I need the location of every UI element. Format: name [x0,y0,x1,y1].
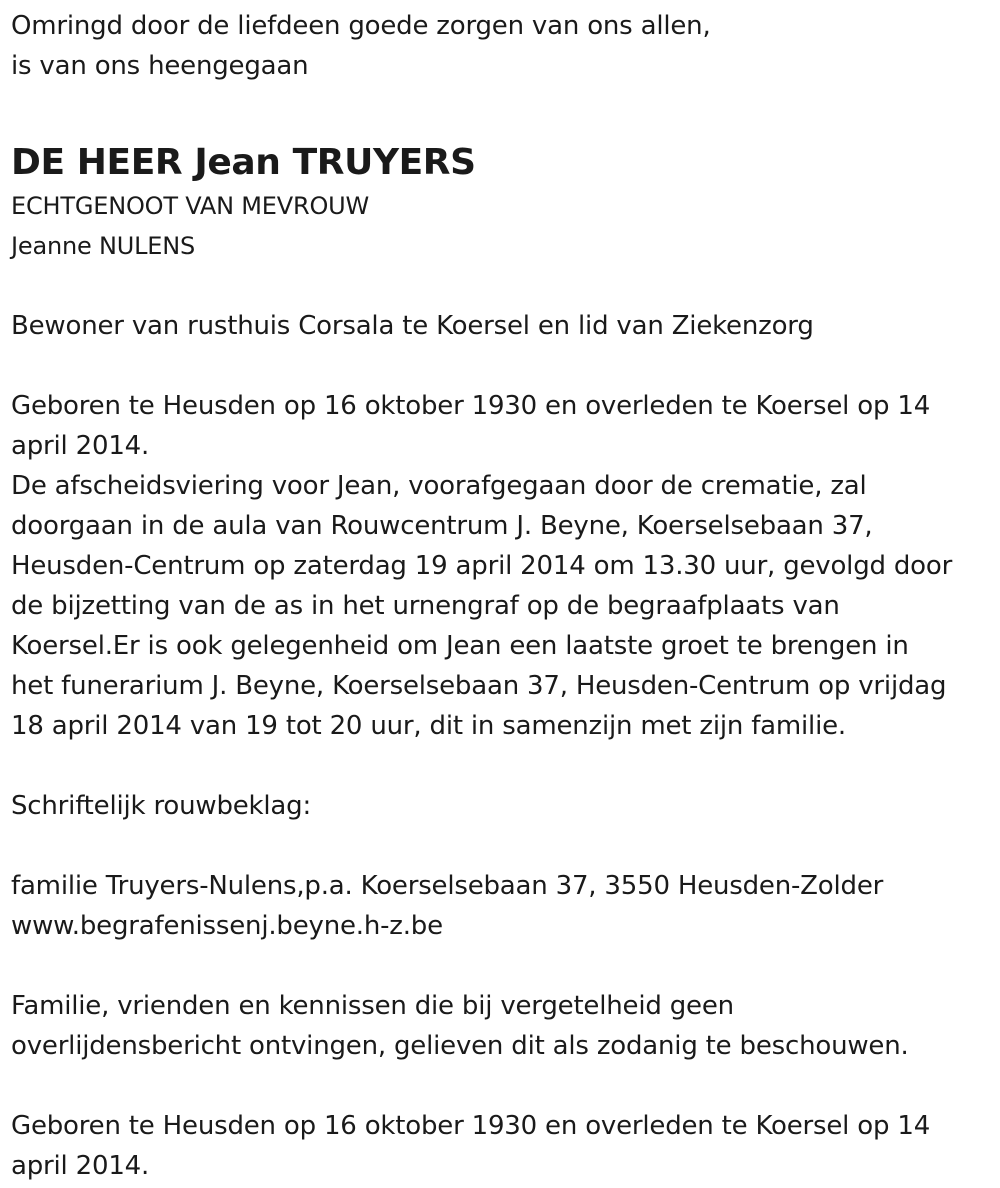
obituary-document [11,6,986,1186]
ceremony-line-3: Heusden-Centrum op zaterdag 19 april 2014 om 13.30 uur, gevolgd door [11,551,953,581]
notice-line-1: Familie, vrienden en kennissen die bij vergetelheid geen [11,991,734,1021]
birth-death-line-1: Geboren te Heusden op 16 oktober 1930 en overleden te Koersel op 14 [11,391,931,421]
spacer [11,946,986,986]
spouse-name: Jeanne NULENS [11,232,196,260]
intro-line-1: Omringd door de liefdeen goede zorgen van ons allen, [11,11,711,41]
ceremony-line-1: De afscheidsviering voor Jean, voorafgegaan door de crematie, zal [11,471,867,501]
spacer [11,826,986,866]
spacer [11,746,986,786]
ceremony-line-2: doorgaan in de aula van Rouwcentrum J. Beyne, Koerselsebaan 37, [11,511,873,541]
birth-death-repeat-line-1: Geboren te Heusden op 16 oktober 1930 en overleden te Koersel op 14 [11,1111,931,1141]
spacer [11,1066,986,1106]
birth-death-repeat-line-2: april 2014. [11,1151,150,1181]
condolence-label: Schriftelijk rouwbeklag: [11,791,312,821]
notice-line-2: overlijdensbericht ontvingen, gelieven dit als zodanig te beschouwen. [11,1031,909,1061]
condolence-website: www.begrafenissenj.beyne.h-z.be [11,911,443,941]
intro-line-2: is van ons heengegaan [11,51,309,81]
deceased-name: DE HEER Jean TRUYERS [11,142,476,183]
spouse-label: ECHTGENOOT VAN MEVROUW [11,192,370,220]
resident-info: Bewoner van rusthuis Corsala te Koersel en lid van Ziekenzorg [11,311,814,341]
spacer [11,266,986,306]
condolence-address: familie Truyers-Nulens,p.a. Koerselsebaan 37, 3550 Heusden-Zolder [11,871,884,901]
ceremony-line-4: de bijzetting van de as in het urnengraf op de begraafplaats van [11,591,840,621]
birth-death-line-2: april 2014. [11,431,150,461]
spacer [11,346,986,386]
ceremony-line-5: Koersel.Er is ook gelegenheid om Jean een laatste groet te brengen in [11,631,909,661]
ceremony-line-6: het funerarium J. Beyne, Koerselsebaan 37, Heusden-Centrum op vrijdag [11,671,947,701]
ceremony-line-7: 18 april 2014 van 19 tot 20 uur, dit in samenzijn met zijn familie. [11,711,846,741]
